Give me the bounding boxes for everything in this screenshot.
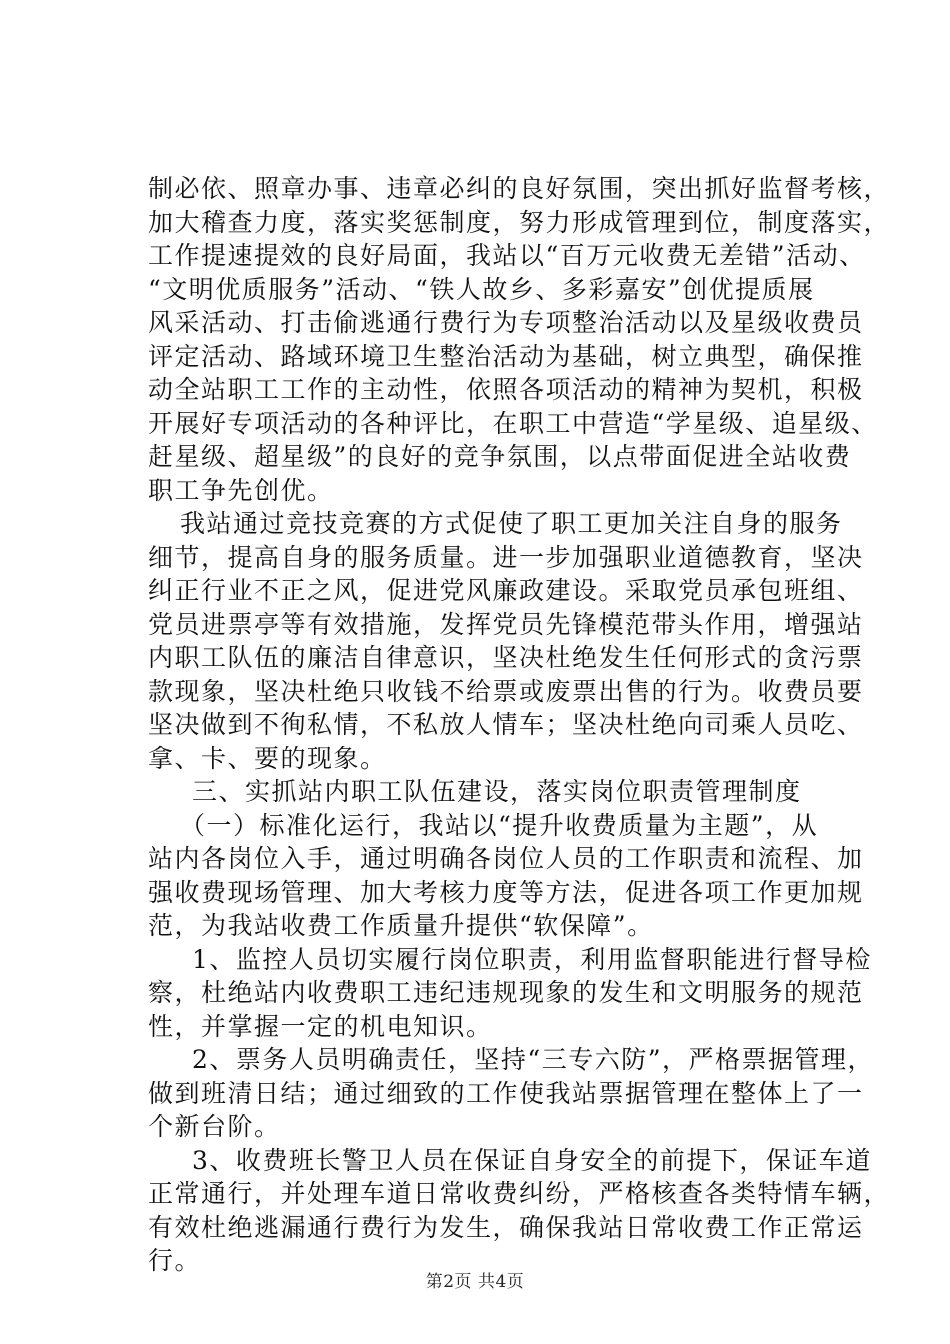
text-line: 制必依、照章办事、违章必纠的良好氛围，突出抓好监督考核， xyxy=(148,174,891,203)
text-line: 性，并掌握一定的机电知识。 xyxy=(148,1011,493,1041)
text-line: 纠正行业不正之风，促进党风廉政建设。采取党员承包班组、 xyxy=(148,576,864,605)
text-line: 范，为我站收费工作质量升提供“软保障”。 xyxy=(148,911,654,940)
text-line: 款现象，坚决杜绝只收钱不给票或废票出售的行为。收费员要 xyxy=(148,676,864,706)
page-number-footer: 第2页 共4页 xyxy=(425,1272,525,1292)
list-item-first-line: 2、票务人员明确责任，坚持“三专六防”，严格票据管理， xyxy=(192,1045,874,1074)
text-line: 动全站职工工作的主动性，依照各项活动的精神为契机，积极 xyxy=(148,375,864,404)
document-body xyxy=(148,172,891,1278)
text-line: 强收费现场管理、加大考核力度等方法，促进各项工作更加规 xyxy=(148,877,864,907)
text-line: 做到班清日结；通过细致的工作使我站票据管理在整体上了一 xyxy=(148,1078,864,1108)
text-line: 工作提速提效的良好局面，我站以“百万元收费无差错”活动、 xyxy=(148,241,866,270)
text-line: 坚决做到不徇私情，不私放人情车；坚决杜绝向司乘人员吃、 xyxy=(148,710,864,739)
text-line: 行。 xyxy=(148,1246,202,1275)
text-line: 个新台阶。 xyxy=(148,1112,281,1141)
text-line: “文明优质服务”活动、“铁人故乡、多彩嘉安”创优提质展 xyxy=(148,274,815,304)
list-item-first-line: 1、监控人员切实履行岗位职责，利用监督职能进行督导检 xyxy=(192,944,872,974)
subsection-first-line: （一）标准化运行，我站以“提升收费质量为主题”，从 xyxy=(180,810,819,840)
text-line: 开展好专项活动的各种评比，在职工中营造“学星级、追星级、 xyxy=(148,408,878,438)
paragraph-first-line: 我站通过竞技竞赛的方式促使了职工更加关注自身的服务 xyxy=(180,509,843,538)
text-line: 细节，提高自身的服务质量。进一步加强职业道德教育，坚决 xyxy=(148,542,864,572)
section-heading: 三、实抓站内职工队伍建设，落实岗位职责管理制度 xyxy=(192,777,802,806)
text-line: 评定活动、路域环境卫生整治活动为基础，树立典型，确保推 xyxy=(148,341,864,371)
text-line: 察，杜绝站内收费职工违纪违规现象的发生和文明服务的规范 xyxy=(148,978,864,1007)
text-line: 加大稽查力度，落实奖惩制度，努力形成管理到位，制度落实， xyxy=(148,207,891,237)
list-item-first-line: 3、收费班长警卫人员在保证自身安全的前提下，保证车道 xyxy=(192,1145,872,1175)
text-line: 拿、卡、要的现象。 xyxy=(148,743,387,773)
text-line: 风采活动、打击偷逃通行费行为专项整治活动以及星级收费员 xyxy=(148,308,864,337)
text-line: 有效杜绝逃漏通行费行为发生，确保我站日常收费工作正常运 xyxy=(148,1212,864,1242)
text-line: 内职工队伍的廉洁自律意识，坚决杜绝发生任何形式的贪污票 xyxy=(148,643,864,672)
text-line: 站内各岗位入手，通过明确各岗位人员的工作职责和流程、加 xyxy=(148,844,864,873)
text-line: 赶星级、超星级”的良好的竞争氛围，以点带面促进全站收费 xyxy=(148,442,852,471)
text-line: 党员进票亭等有效措施，发挥党员先锋模范带头作用，增强站 xyxy=(148,609,864,639)
text-line: 职工争先创优。 xyxy=(148,475,334,505)
text-line: 正常通行，并处理车道日常收费纠纷，严格核查各类特情车辆， xyxy=(148,1179,891,1208)
